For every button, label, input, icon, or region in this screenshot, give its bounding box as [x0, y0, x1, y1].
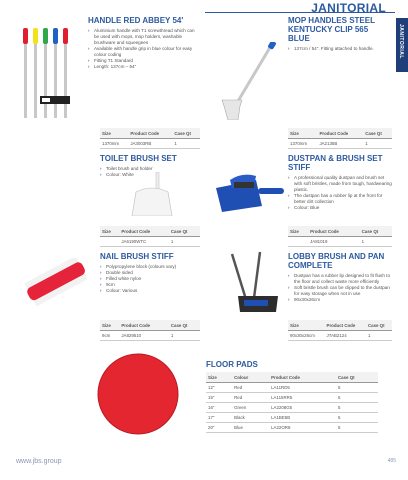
col-header: Size	[100, 226, 119, 237]
cell: Black	[232, 413, 269, 423]
cell: LA115RR5	[269, 393, 336, 403]
col-header: Size	[288, 128, 317, 139]
bullet: › 137cm / 54". Fitting attached to handle.	[288, 46, 392, 52]
col-header: Size	[100, 320, 119, 331]
cell: JA3003RB	[128, 139, 172, 149]
col-header: Case Qt	[336, 372, 378, 383]
col-header: Case Qt	[169, 320, 200, 331]
cell: 1	[169, 237, 200, 247]
col-header: Product Code	[119, 320, 169, 331]
cell: 1370mm	[288, 139, 317, 149]
cell: Red	[232, 383, 269, 393]
cell: 1	[360, 237, 392, 247]
col-header: Product Code	[317, 128, 363, 139]
bullet: › Dustpan has a rubber lip designed to fit flush to the floor and collect waste more efficiently	[288, 273, 392, 285]
cell: 17"	[206, 413, 232, 423]
bullet: › Length: 137cm – 54"	[88, 64, 200, 70]
col-header: Product Code	[325, 320, 366, 331]
product-image-toilet-brush	[122, 172, 182, 216]
col-header: Product Code	[119, 226, 169, 237]
floor-pads-table	[206, 372, 378, 433]
bullet: › 90x30x26cm	[288, 297, 392, 303]
cell: 15"	[206, 393, 232, 403]
product-bullets	[288, 46, 392, 52]
table-row	[288, 237, 392, 247]
product-bullets	[288, 273, 392, 303]
col-header: Case Qt	[169, 226, 200, 237]
product-bullets	[100, 264, 200, 294]
cell: JTAB2124	[325, 331, 366, 341]
cell	[100, 237, 119, 247]
table-row	[206, 403, 378, 413]
table-row	[288, 139, 392, 149]
spec-table	[100, 320, 200, 341]
cell: Red	[232, 393, 269, 403]
cell: 90x30x26cm	[288, 331, 325, 341]
product-lobby-brush	[288, 252, 392, 303]
col-header: Case Qt	[172, 128, 200, 139]
cell: 5	[336, 403, 378, 413]
col-header: Size	[100, 128, 128, 139]
spec-table	[288, 320, 392, 341]
cell: 12"	[206, 383, 232, 393]
cell: 16"	[206, 403, 232, 413]
product-image-handles	[18, 24, 80, 124]
product-image-nail-brush	[22, 258, 92, 308]
col-header: Size	[288, 226, 308, 237]
product-image-lobby-brush	[218, 250, 284, 314]
bullet: › Colour: Blue	[288, 205, 392, 211]
product-bullets	[88, 28, 200, 70]
cell: 9cm	[100, 331, 119, 341]
col-header: Product Code	[269, 372, 336, 383]
spec-table	[288, 226, 392, 247]
cell: Green	[232, 403, 269, 413]
spec-table	[100, 226, 200, 247]
cell: 5	[336, 383, 378, 393]
cell	[288, 237, 308, 247]
bullet: › Colour: Various	[100, 288, 200, 294]
cell: LA22OR8	[269, 423, 336, 433]
product-mop-handles-steel	[288, 16, 392, 52]
col-header: Product Code	[308, 226, 360, 237]
cell: Blue	[232, 423, 269, 433]
cell: JA2135B	[317, 139, 363, 149]
product-bullets	[288, 175, 392, 211]
table-row	[100, 237, 200, 247]
product-image-dustpan	[212, 166, 286, 214]
cell: 5	[336, 393, 378, 403]
bullet: › Polypropylene block (colours vary)	[100, 264, 200, 270]
bullet: › Fitting T1 Standard	[88, 58, 200, 64]
cell: LA2208G5	[269, 403, 336, 413]
product-image-floor-pad	[96, 352, 180, 436]
product-dustpan-brush-set	[288, 154, 392, 211]
cell: JA6190WTC	[119, 237, 169, 247]
page-number: 485	[387, 458, 396, 464]
cell: 1370mm	[100, 139, 128, 149]
cell: 1	[366, 331, 392, 341]
product-title: NAIL BRUSH STIFF	[100, 252, 174, 261]
cell: 5	[336, 413, 378, 423]
table-row	[206, 383, 378, 393]
bullet: › Colour: White	[100, 172, 200, 178]
cell: 1	[169, 331, 200, 341]
col-header: Size	[288, 320, 325, 331]
bullet: › 9cm	[100, 282, 200, 288]
product-title: MOP HANDLES STEEL KENTUCKY CLIP 565 BLUE	[288, 16, 375, 43]
table-row	[100, 331, 200, 341]
spec-table	[288, 128, 392, 149]
bullet: › Filled white nylon	[100, 276, 200, 282]
col-header: Case Qt	[360, 226, 392, 237]
cell: 20"	[206, 423, 232, 433]
bullet: › Double sided	[100, 270, 200, 276]
bullet: › A professional quality dustpan and brush set with soft bristles, made from tough, hardwearing plastic.	[288, 175, 392, 193]
product-title: DUSTPAN & BRUSH SET STIFF	[288, 154, 383, 172]
product-title: FLOOR PADS	[206, 360, 258, 369]
cell: 5	[336, 423, 378, 433]
product-handle-red-abbey	[88, 16, 200, 70]
bullet: › Aluminium handle with T1 screwthread which can be used with mops, mop holders, washable brushware and squeegees	[88, 28, 200, 46]
bullet: › Soft bristle brush can be clipped to the dustpan for easy storage when not in use	[288, 285, 392, 297]
cell: JA829510	[119, 331, 169, 341]
product-title: TOILET BRUSH SET	[100, 154, 177, 163]
spec-table	[100, 128, 200, 149]
table-row	[206, 393, 378, 403]
side-tab	[396, 18, 408, 72]
cell: LA11RD5	[269, 383, 336, 393]
col-header: Colour	[232, 372, 269, 383]
cell: LA1BE5B	[269, 413, 336, 423]
bullet: › Toilet brush and holder	[100, 166, 200, 172]
col-header: Product Code	[128, 128, 172, 139]
product-floor-pads	[206, 360, 386, 369]
cell: JA81019	[308, 237, 360, 247]
col-header: Case Qt	[366, 320, 392, 331]
product-title: HANDLE RED ABBEY 54'	[88, 16, 184, 25]
table-row	[206, 413, 378, 423]
product-image-kentucky-clip	[220, 42, 280, 120]
col-header: Size	[206, 372, 232, 383]
table-row	[288, 331, 392, 341]
table-row	[100, 139, 200, 149]
table-row	[206, 423, 378, 433]
col-header: Case Qt	[363, 128, 392, 139]
product-title: LOBBY BRUSH AND PAN COMPLETE	[288, 252, 385, 270]
footer-url[interactable]: www.jbs.group	[16, 458, 62, 465]
cell: 1	[363, 139, 392, 149]
cell: 1	[172, 139, 200, 149]
section-title: JANITORIAL	[311, 1, 386, 15]
bullet: › Available with handle grip in blue colour for easy colour coding	[88, 46, 200, 58]
bullet: › The dustpan has a rubber lip at the front for better dirt collection	[288, 193, 392, 205]
product-nail-brush	[100, 252, 200, 294]
side-tab-label: JANITORIAL	[398, 24, 404, 59]
